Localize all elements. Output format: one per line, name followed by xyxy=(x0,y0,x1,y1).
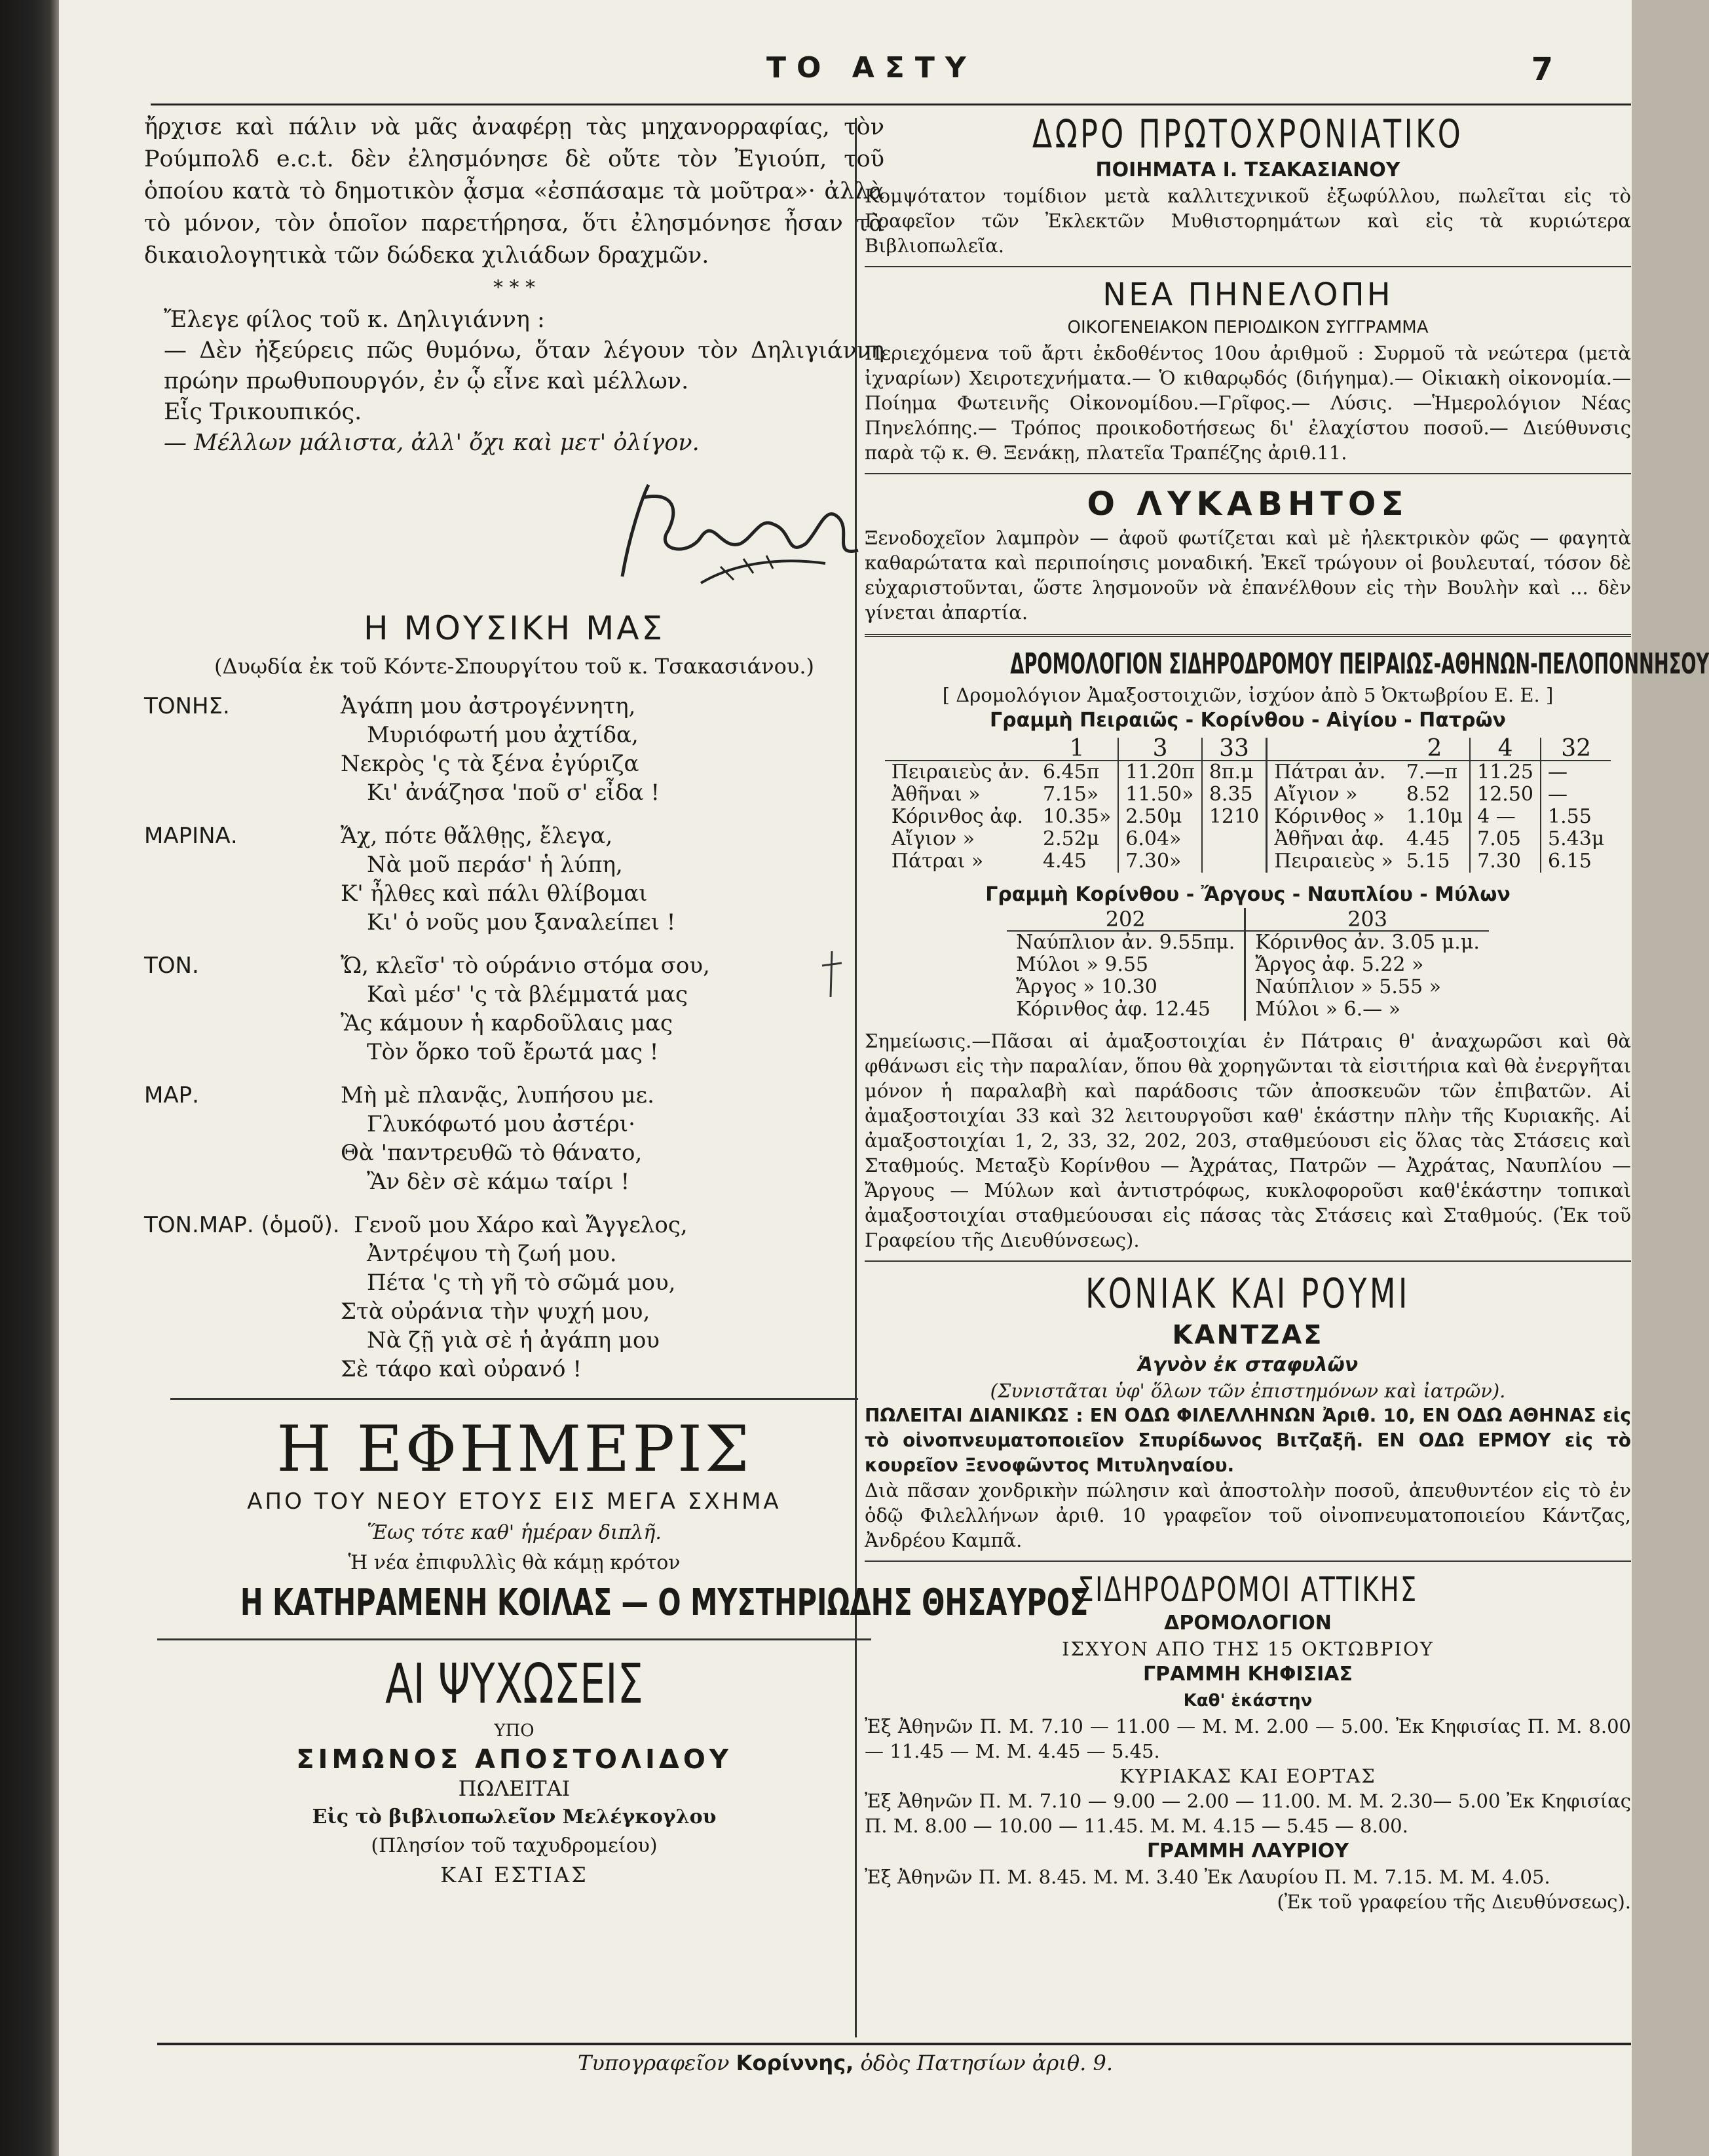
time: 6.15 xyxy=(1541,850,1611,873)
attiki-lavrio-text: Ἐξ Ἀθηνῶν Π. Μ. 8.45. Μ. Μ. 3.40 Ἐκ Λαυρίου Π. Μ. 7.15. Μ. Μ. 4.05. xyxy=(865,1866,1550,1888)
time: 2.50μ xyxy=(1118,806,1202,828)
railway-line1-title: Γραμμὴ Πειραιῶς - Κορίνθου - Αἰγίου - Πατρῶν xyxy=(990,709,1506,732)
attiki-lavrio: ΓΡΑΜΜΗ ΛΑΥΡΙΟΥ xyxy=(1146,1840,1349,1863)
timetable-cell: Μύλοι » 6.— » xyxy=(1245,998,1489,1021)
verse-line: Καὶ μέσ' 'ς τὰ βλέμματά μας xyxy=(367,981,688,1008)
train-number: 202 xyxy=(1105,907,1146,932)
konyak-pure: Ἁγνὸν ἐκ σταφυλῶν xyxy=(1137,1353,1359,1376)
attiki-sunday: ΚΥΡΙΑΚΑΣ ΚΑΙ ΕΟΡΤΑΣ xyxy=(1119,1765,1376,1787)
time xyxy=(1202,850,1267,873)
song-verse xyxy=(144,951,884,1067)
separator xyxy=(157,1638,871,1640)
time: 10.35» xyxy=(1042,805,1112,828)
penelope-body: Περιεχόμενα τοῦ ἄρτι ἐκδοθέντος 10ου ἀριθμοῦ : Συρμοῦ τὰ νεώτερα (μετὰ ἰχναρίων) Χειροτεχνήματα.— Ὁ κιθαρῳδός (διήγημα).— Οἰκιακὴ οἰκονομία.— Ποίημα Φωτεινῆς Οἰκονομίδου.—Γρῖφος.— Λύσις. —Ἡμερολόγιον Νέας Πηνελόπης.— Τρόπος προικοδοτήσεως δι' ἐλαχίστου ποσοῦ.— Διεύθυνσις παρὰ τῷ κ. Θ. Ξενάκῃ, πλατεῖα Τραπέζης ἀριθ.11. xyxy=(865,342,1631,464)
rule xyxy=(865,473,1631,474)
footer-rule xyxy=(157,2043,1631,2045)
right-column xyxy=(865,111,1709,1914)
page-number: 7 xyxy=(1531,51,1553,88)
song-verse xyxy=(144,822,884,937)
verse-line: Πέτα 'ς τὴ γῆ τὸ σῶμά μου, xyxy=(367,1270,676,1296)
verse-line: Νὰ μοῦ περάσ' ἡ λύπη, xyxy=(367,852,623,878)
station: Πάτραι ἀν. xyxy=(1274,761,1386,784)
train-number: 1 xyxy=(1036,738,1118,761)
time: 2.52μ xyxy=(1042,827,1100,850)
train-number: 203 xyxy=(1245,908,1489,931)
time: 6.04» xyxy=(1118,828,1202,850)
time: 7.30» xyxy=(1118,850,1202,873)
time xyxy=(1202,828,1267,850)
timetable-row xyxy=(1007,931,1489,954)
timetable-row xyxy=(885,806,1611,828)
anecdote-line: — Μέλλων μάλιστα, ἀλλ' ὄχι καὶ μετ' ὀλίγον. xyxy=(164,430,700,456)
doro-sub: ΠΟΙΗΜΑΤΑ Ι. ΤΣΑΚΑΣΙΑΝΟΥ xyxy=(1095,159,1400,181)
train-number: 2 xyxy=(1400,738,1470,761)
verse-line: Κ' ἦλθες καὶ πάλι θλίβομαι xyxy=(341,880,648,907)
verse-line: Κι' ὁ νοῦς μου ξαναλείπει ! xyxy=(367,909,676,936)
rule xyxy=(865,266,1631,267)
song-final-verse xyxy=(144,1211,884,1384)
verse-line: Νεκρὸς 'ς τὰ ξένα ἐγύριζα xyxy=(341,751,639,777)
verse-line: Στὰ οὐράνια τὴν ψυχή μου, xyxy=(341,1298,650,1325)
time: 4 — xyxy=(1470,806,1541,828)
time: 7.15» xyxy=(1042,783,1099,806)
section-stars: * * * xyxy=(493,276,536,299)
timetable-cell: Μύλοι » 9.55 xyxy=(1016,953,1149,976)
printer-footer xyxy=(59,2051,1632,2075)
verse-line: Ἄχ, πότε θἄλθῃς, ἔλεγα, xyxy=(341,823,613,849)
attiki-daily: Καθ' ἑκάστην xyxy=(1183,1691,1313,1711)
time: 7.05 xyxy=(1470,828,1541,850)
verse-line: Ἀγάπη μου ἀστρογέννητη, xyxy=(341,693,636,719)
verse-speaker: ΜΑΡ. xyxy=(144,1082,199,1108)
anecdote xyxy=(144,305,884,459)
time: 8.52 xyxy=(1406,783,1450,806)
penelope-sub: ΟΙΚΟΓΕΝΕΙΑΚΟΝ ΠΕΡΙΟΔΙΚΟΝ ΣΥΓΓΡΑΜΜΑ xyxy=(1067,318,1429,337)
timetable-header xyxy=(1007,908,1489,931)
verse-line: Ἂς κάμουν ἡ καρδοῦλαις μας xyxy=(341,1010,673,1036)
konyak-brand: ΚΑΝΤΖΑΣ xyxy=(1172,1320,1324,1350)
station: Ἀθῆναι » xyxy=(891,783,981,806)
timetable-cell: Ναύπλιον ἀν. 9.55πμ. xyxy=(1007,931,1245,954)
lykabettos-body: Ξενοδοχεῖον λαμπρὸν — ἀφοῦ φωτίζεται καὶ μὲ ἠλεκτρικὸν φῶς — φαγητὰ καθαρώτατα καὶ περιποίησις μοναδική. Ἐκεῖ τρώγουν οἱ βουλευταί, τόσον δὲ εὐχαριστοῦνται, ὥστε λησμονοῦν νὰ ἐπανέλθουν εἰς τὴν Βουλὴν καὶ ... δὲν γίνεται ἀπαρτία. xyxy=(865,527,1631,624)
train-number: 3 xyxy=(1118,738,1202,761)
railway-title: ΔΡΟΜΟΛΟΓΙΟΝ ΣΙΔΗΡΟΔΡΟΜΟΥ ΠΕΙΡΑΙΩΣ-ΑΘΗΝΩΝ-ΠΕΛΟΠΟΝΝΗΣΟΥ xyxy=(1010,647,1709,681)
railway-notes: Σημείωσις.—Πᾶσαι αἱ ἀμαξοστοιχίαι ἐν Πάτραις θ' ἀναχωρῶσι καὶ θὰ φθάνωσι εἰς τὴν παραλίαν, ὅπου θὰ χορηγῶνται τὰ εἰσιτήρια καὶ θὰ ἐνεργῆται μόνον ἡ παραλαβὴ καὶ παράδοσις τῶν ἀποσκευῶν τῶν ἐπιβατῶν. Αἱ ἀμαξοστοιχίαι 33 καὶ 32 λειτουργοῦσι καθ' ἑκάστην πλὴν τῆς Κυριακῆς. Αἱ ἀμαξοστοιχίαι 1, 2, 33, 32, 202, 203, σταθμεύουσι εἰς ὅλας τὰς Στάσεις καὶ Σταθμούς. Μεταξὺ Κορίνθου — Ἀχράτας, Πατρῶν — Ἀχράτας, Ναυπλίου —Ἄργους — Μύλων καὶ ἀντιστρόφως, κυκλοφοροῦσι καθ'ἑκάστην τοπικαὶ ἀμαξοστοιχίαι σταθμεύουσαι εἰς πάσας τὰς Στάσεις καὶ Σταθμούς. (Ἐκ τοῦ Γραφείου τῆς Διευθύνσεως). xyxy=(865,1030,1631,1251)
rule xyxy=(865,1560,1631,1562)
verse-line: Θὰ 'παντρευθῶ τὸ θάνατο, xyxy=(341,1140,643,1166)
ephemeris-sub: ΑΠΟ ΤΟΥ ΝΕΟΥ ΕΤΟΥΣ ΕΙΣ ΜΕΓΑ ΣΧΗΜΑ xyxy=(247,1488,781,1515)
header-rule xyxy=(151,104,1631,105)
verse-speaker: ΤΟΝ. xyxy=(144,953,199,979)
timetable-line1 xyxy=(885,735,1611,873)
psychoseis-where: Εἰς τὸ βιβλιοπωλεῖον Μελέγκογλου xyxy=(312,1806,717,1828)
time: 5.15 xyxy=(1406,850,1450,873)
timetable-row xyxy=(1007,998,1489,1021)
intro-paragraph: ἤρχισε καὶ πάλιν νὰ μᾶς ἀναφέρῃ τὰς μηχανορραφίας, τὸν Ρούμπολδ e.c.t. δὲν ἐλησμόνησε δὲ οὔτε τὸν Ἐγιούπ, τοῦ ὁποίου κατὰ τὸ δημοτικὸν ᾆσμα «ἐσπάσαμε τὰ μοῦτρα»· ἀλλὰ τὸ μόνον, τὸν ὁποῖον παρετήρησα, ὅτι ἐλησμόνησε ἦσαν τὰ δικαιολογητικὰ τῶν δώδεκα χιλιάδων δραχμῶν. xyxy=(144,114,884,269)
verse-line: Σὲ τάφο καὶ οὐρανό ! xyxy=(341,1356,582,1382)
timetable-cell: Κόρινθος ἀν. 3.05 μ.μ. xyxy=(1245,931,1489,954)
time: 8π.μ xyxy=(1202,761,1267,784)
verse-speaker: ΤΟΝΗΣ. xyxy=(144,693,230,719)
time: 11.25 xyxy=(1470,761,1541,784)
anecdote-line: Ἔλεγε φίλος τοῦ κ. Δηλιγιάννη : xyxy=(164,307,545,333)
verse-line: Κι' ἀνάζησα 'ποῦ σ' εἶδα ! xyxy=(367,780,660,806)
psychoseis-author: ΣΙΜΩΝΟΣ ΑΠΟΣΤΟΛΙΔΟΥ xyxy=(296,1745,732,1775)
attiki-daily-text: Ἐξ Ἀθηνῶν Π. Μ. 7.10 — 11.00 — Μ. Μ. 2.00 — 5.00. Ἐκ Κηφισίας Π. Μ. 8.00 — 11.45 — Μ. Μ. 4.45 — 5.45. xyxy=(865,1715,1631,1762)
ephemeris-title: Η ΕΦΗΜΕΡΙΣ xyxy=(276,1412,752,1486)
time: 1210 xyxy=(1202,806,1267,828)
verse-line: Μὴ μὲ πλανᾷς, λυπήσου με. xyxy=(341,1082,654,1108)
time: 12.50 xyxy=(1470,784,1541,806)
train-number: 32 xyxy=(1541,738,1611,761)
station: Κόρινθος ἀφ. xyxy=(891,805,1024,828)
verse-line: Ἀντρέψου τὴ ζωή μου. xyxy=(367,1241,617,1267)
station: Πειραιεὺς ἀν. xyxy=(891,761,1030,784)
train-number: 4 xyxy=(1470,738,1541,761)
psychoseis-sold: ΠΩΛΕΙΤΑΙ xyxy=(458,1776,571,1801)
attiki-sunday-text: Ἐξ Ἀθηνῶν Π. Μ. 7.10 — 9.00 — 2.00 — 11.00. Μ. Μ. 2.30— 5.00 Ἐκ Κηφισίας Π. Μ. 8.00 — 10.00 — 11.45. Μ. Μ. 4.15 — 5.45 — 8.00. xyxy=(865,1790,1631,1837)
time: 7.—π xyxy=(1406,761,1458,784)
verse-line: Γλυκόφωτό μου ἀστέρι· xyxy=(367,1111,635,1137)
time: 6.45π xyxy=(1042,761,1100,784)
doro-body: Κομψότατον τομίδιον μετὰ καλλιτεχνικοῦ ἐξωφύλλου, πωλεῖται εἰς τὸ Γραφεῖον τῶν Ἐκλεκτῶν Μυθιστορημάτων καὶ εἰς τὰ κυριώτερα Βιβλιοπωλεῖα. xyxy=(865,185,1631,257)
lykabettos-title: Ο ΛΥΚΑΒΗΤΟΣ xyxy=(1087,485,1409,523)
anecdote-line: — Δὲν ἠξεύρεις πῶς θυμόνω, ὅταν λέγουν τὸν Δηλιγιάννη πρώην πρωθυπουργόν, ἐν ᾧ εἶνε καὶ μέλλων. xyxy=(164,337,884,394)
station: Κόρινθος » xyxy=(1274,805,1385,828)
time: 11.20π xyxy=(1118,761,1202,784)
station: Αἴγιον » xyxy=(1274,783,1358,806)
station: Αἴγιον » xyxy=(891,827,975,850)
signature-image xyxy=(144,459,884,596)
page-header xyxy=(59,51,1632,97)
attiki-sub: ΔΡΟΜΟΛΟΓΙΟΝ xyxy=(1164,1612,1332,1635)
footer-printer: Κορίννης, xyxy=(736,2051,854,2075)
timetable-row xyxy=(1007,954,1489,976)
verse-speaker: ΤΟΝ.ΜΑΡ. (ὁμοῦ). xyxy=(144,1212,340,1238)
timetable-cell: Ἄργος » 10.30 xyxy=(1016,975,1157,998)
footer-pre: Τυπογραφεῖον xyxy=(578,2051,730,2075)
verse-line: Μυριόφωτή μου ἀχτίδα, xyxy=(367,722,639,748)
konyak-body2: Διὰ πᾶσαν χονδρικὴν πώλησιν καὶ ἀποστολὴν ποσοῦ, ἀπευθυντέον εἰς τὸ ἐν ὁδῷ Φιλελλήνων ἀριθ. 10 γραφεῖον τοῦ οἰνοπνευματοποιείου Κάντζας, Ἀνδρέου Καμπᾶ. xyxy=(865,1479,1631,1551)
newspaper-title: ΤΟ ΑΣΤΥ xyxy=(766,51,977,85)
time: 4.45 xyxy=(1406,827,1450,850)
verse-line: Νὰ ζῇ γιὰ σὲ ἡ ἀγάπη μου xyxy=(367,1327,660,1353)
konyak-title: ΚΟΝΙΑΚ ΚΑΙ ΡΟΥΜΙ xyxy=(1085,1270,1410,1317)
time: — xyxy=(1541,761,1611,784)
railway-sub: [ Δρομολόγιον Ἀμαξοστοιχιῶν, ἰσχύον ἀπὸ 5 Ὀκτωβρίου Ε. Ε. ] xyxy=(942,684,1554,706)
time: 11.50» xyxy=(1118,784,1202,806)
konyak-recommendation: (Συνιστᾶται ὑφ' ὅλων τῶν ἐπιστημόνων καὶ ἰατρῶν). xyxy=(990,1380,1506,1402)
timetable-row xyxy=(885,850,1611,873)
verse-line: Γενοῦ μου Χάρο καὶ Ἄγγελος, xyxy=(354,1212,688,1238)
attiki-valid: ΙΣΧΥΟΝ ΑΠΟ ΤΗΣ 15 ΟΚΤΩΒΡΙΟΥ xyxy=(1062,1638,1434,1660)
psychoseis-and: ΚΑΙ ΕΣΤΙΑΣ xyxy=(440,1863,588,1887)
attiki-kifisia: ΓΡΑΜΜΗ ΚΗΦΙΣΙΑΣ xyxy=(1143,1663,1353,1686)
penelope-title: ΝΕΑ ΠΗΝΕΛΟΠΗ xyxy=(1102,276,1393,313)
cross-mark xyxy=(819,951,845,997)
time: 4.45 xyxy=(1042,850,1087,873)
song-subtitle: (Δυῳδία ἐκ τοῦ Κόντε-Σπουργίτου τοῦ κ. Τσακασιάνου.) xyxy=(214,654,814,679)
song-verse xyxy=(144,692,884,807)
time: — xyxy=(1541,784,1611,806)
binding-edge xyxy=(0,0,59,2156)
footer-post: ὁδὸς Πατησίων ἀριθ. 9. xyxy=(860,2051,1113,2075)
song-title: Η ΜΟΥΣΙΚΗ ΜΑΣ xyxy=(363,609,666,647)
train-number: 33 xyxy=(1202,738,1267,761)
verse-line: Τὸν ὅρκο τοῦ ἔρωτά μας ! xyxy=(367,1039,659,1065)
timetable-header xyxy=(885,738,1611,761)
verse-speaker: ΜΑΡΙΝΑ. xyxy=(144,823,238,849)
timetable-line2 xyxy=(1007,908,1489,1021)
timetable-row xyxy=(885,784,1611,806)
timetable-cell: Ἄργος ἀφ. 5.22 » xyxy=(1245,954,1489,976)
time: 1.10μ xyxy=(1406,805,1463,828)
rule xyxy=(865,634,1631,637)
paper-sheet xyxy=(59,0,1709,2156)
verse-line: Ἂν δὲν σὲ κάμω ταίρι ! xyxy=(367,1169,630,1195)
station: Πειραιεὺς » xyxy=(1274,850,1393,873)
separator xyxy=(170,1398,858,1400)
ephemeris-line1: Ἕως τότε καθ' ἡμέραν διπλῆ. xyxy=(367,1521,662,1544)
timetable-row xyxy=(885,761,1611,784)
timetable-cell: Ναύπλιον » 5.55 » xyxy=(1245,976,1489,998)
time: 8.35 xyxy=(1202,784,1267,806)
timetable-cell: Κόρινθος ἀφ. 12.45 xyxy=(1016,998,1211,1021)
konyak-body1: ΠΩΛΕΙΤΑΙ ΔΙΑΝΙΚΩΣ : ΕΝ ΟΔΩ ΦΙΛΕΛΛΗΝΩΝ Ἀριθ. 10, ΕΝ ΟΔΩ ΑΘΗΝΑΣ εἰς τὸ οἰνοπνευματοποιεῖον Σπυρίδωνος Βιτζαξῆ. ΕΝ ΟΔΩ ΕΡΜΟΥ εἰς τὸ κουρεῖον Ξενοφῶντος Μιτυληναίου. xyxy=(865,1405,1631,1476)
doro-title: ΔΩΡΟ ΠΡΩΤΟΧΡΟΝΙΑΤΙΚΟ xyxy=(1032,111,1464,157)
railway-line2-title: Γραμμὴ Κορίνθου - Ἄργους - Ναυπλίου - Μύλων xyxy=(985,883,1511,906)
psychoseis-title: ΑΙ ΨΥΧΩΣΕΙΣ xyxy=(385,1652,643,1716)
station: Ἀθῆναι ἀφ. xyxy=(1274,827,1385,850)
ephemeris-line2: Ἡ νέα ἐπιφυλλὶς θὰ κάμῃ κρότον xyxy=(348,1551,681,1574)
psychoseis-near: (Πλησίον τοῦ ταχυδρομείου) xyxy=(371,1834,658,1857)
time: 5.43μ xyxy=(1541,828,1611,850)
anecdote-line: Εἷς Τρικουπικός. xyxy=(164,399,362,425)
rule xyxy=(865,1260,1631,1262)
attiki-from: (Ἐκ τοῦ γραφείου τῆς Διευθύνσεως). xyxy=(1277,1891,1631,1913)
time: 1.55 xyxy=(1541,806,1611,828)
ephemeris-headline: Η ΚΑΤΗΡΑΜΕΝΗ ΚΟΙΛΑΣ — Ο ΜΥΣΤΗΡΙΩΔΗΣ ΘΗΣΑΥΡΟΣ xyxy=(240,1581,1089,1624)
timetable-row xyxy=(885,828,1611,850)
signature xyxy=(144,459,884,596)
psychoseis-by: ΥΠΟ xyxy=(494,1721,535,1741)
station: Πάτραι » xyxy=(891,850,984,873)
song-verse xyxy=(144,1081,884,1196)
timetable-row xyxy=(1007,976,1489,998)
time: 7.30 xyxy=(1470,850,1541,873)
attiki-title: ΣΙΔΗΡΟΔΡΟΜΟΙ ΑΤΤΙΚΗΣ xyxy=(1078,1570,1418,1610)
verse-line: Ὤ, κλεῖσ' τὸ ούράνιο στόμα σου, xyxy=(341,953,710,979)
